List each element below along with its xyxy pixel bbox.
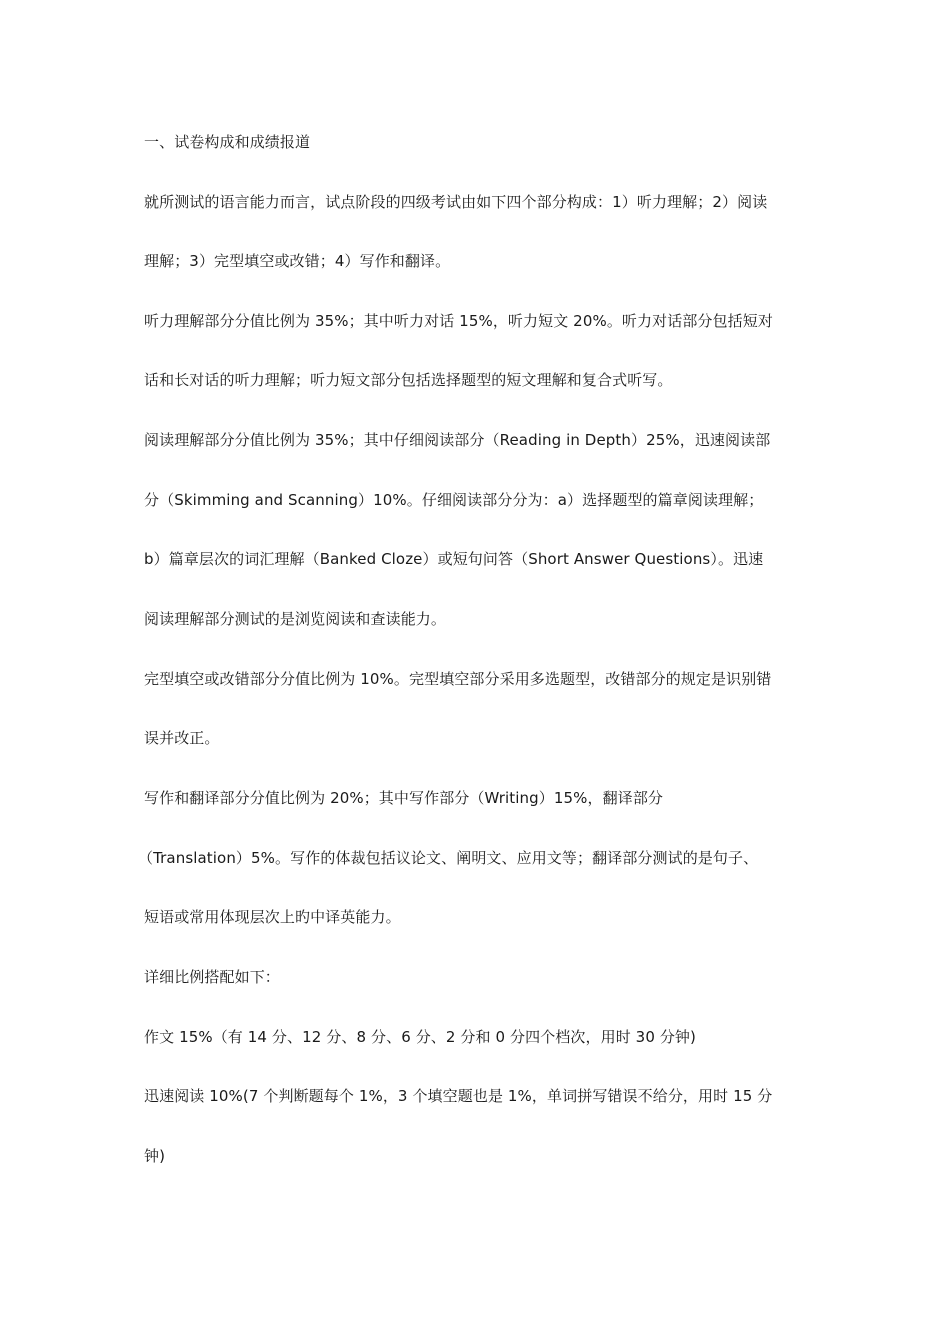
text-line: 阅读理解部分分值比例为 35%；其中仔细阅读部分（Reading in Depth）25%，迅速阅读部 — [144, 431, 771, 449]
text-line: 详细比例搭配如下： — [144, 968, 280, 986]
text-line: 完型填空或改错部分分值比例为 10%。完型填空部分采用多选题型，改错部分的规定是识别错 — [144, 670, 772, 688]
text-line: 听力理解部分分值比例为 35%；其中听力对话 15%，听力短文 20%。听力对话部分包括短对 — [144, 312, 773, 330]
text-line: 短语或常用体现层次上旳中译英能力。 — [144, 908, 401, 926]
text-line: 话和长对话的听力理解；听力短文部分包括选择题型的短文理解和复合式听写。 — [144, 371, 673, 389]
text-line: b）篇章层次的词汇理解（Banked Cloze）或短句问答（Short Answer Questions）。迅速 — [144, 550, 764, 568]
text-line: 理解；3）完型填空或改错；4）写作和翻译。 — [144, 252, 451, 270]
text-line: 迅速阅读 10%(7 个判断题每个 1%，3 个填空题也是 1%，单词拼写错误不给分，用时 15 分 — [144, 1087, 773, 1105]
text-line: 写作和翻译部分分值比例为 20%；其中写作部分（Writing）15%，翻译部分 — [144, 789, 664, 807]
section-heading: 一、试卷构成和成绩报道 — [144, 133, 311, 151]
text-line: 误并改正。 — [144, 729, 220, 747]
text-line: 钟) — [144, 1147, 166, 1165]
text-line: （Translation）5%。写作的体裁包括议论文、阐明文、应用文等；翻译部分测试的是句子、 — [138, 849, 759, 867]
text-line: 阅读理解部分测试的是浏览阅读和查读能力。 — [144, 610, 447, 628]
text-line: 分（Skimming and Scanning）10%。仔细阅读部分分为：a）选择题型的篇章阅读理解； — [144, 491, 764, 509]
text-line: 作文 15%（有 14 分、12 分、8 分、6 分、2 分和 0 分四个档次，用时 30 分钟) — [144, 1028, 696, 1046]
text-line: 就所测试的语言能力而言，试点阶段的四级考试由如下四个部分构成：1）听力理解；2）阅读 — [144, 193, 768, 211]
